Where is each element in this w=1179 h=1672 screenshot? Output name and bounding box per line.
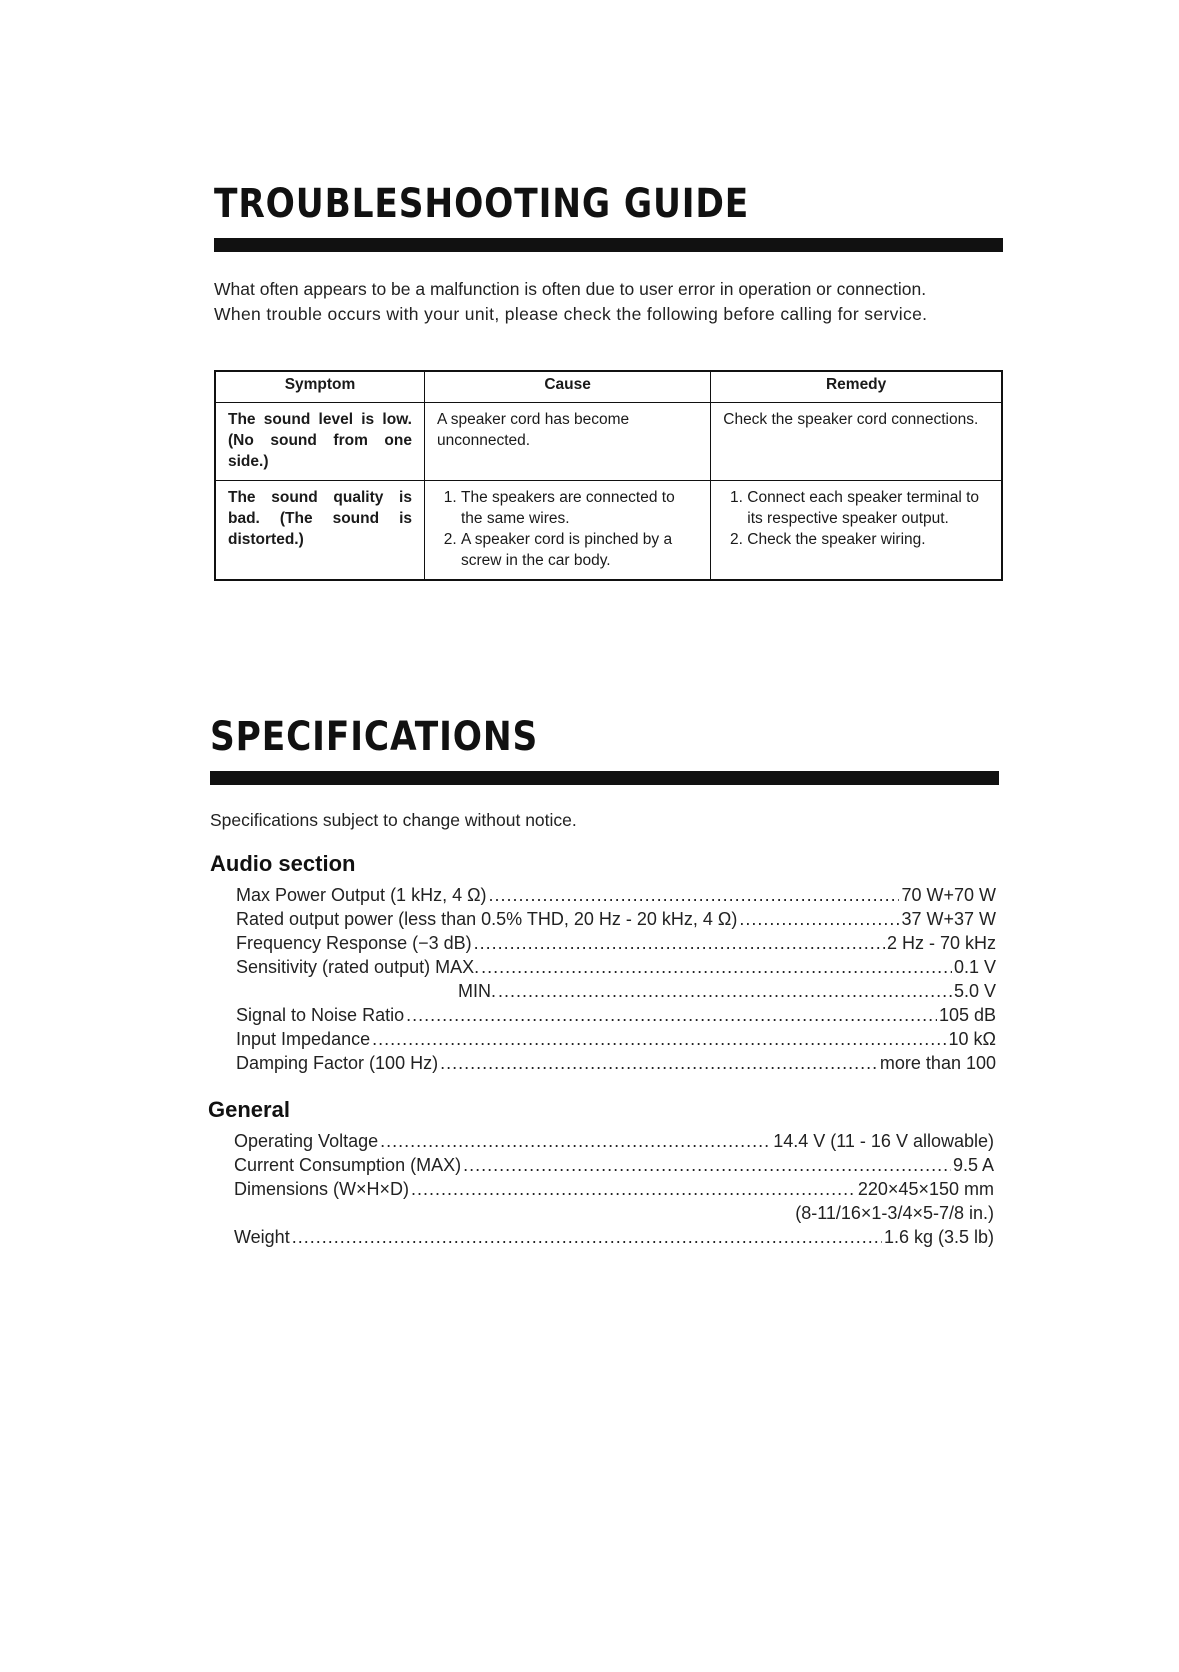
spec-label: Signal to Noise Ratio <box>236 1005 405 1025</box>
spec-value: 1.6 kg (3.5 lb) <box>883 1227 994 1247</box>
spec-label: Sensitivity (rated output) MAX. <box>236 957 480 977</box>
spec-row <box>236 955 996 979</box>
cause-cell: A speaker cord has become unconnected. <box>425 403 711 481</box>
spec-row <box>236 1003 996 1027</box>
spec-label: Input Impedance <box>236 1029 371 1049</box>
spec-value: 37 W+37 W <box>901 909 996 929</box>
spec-value: 70 W+70 W <box>901 885 996 905</box>
spec-row <box>236 931 996 955</box>
remedy-item: 2. Check the speaker wiring. <box>747 529 989 550</box>
spec-value: more than 100 <box>879 1053 996 1073</box>
title-rule <box>214 238 1003 252</box>
specifications-title: SPECIFICATIONS <box>210 714 539 760</box>
audio-section-heading: Audio section <box>210 851 356 876</box>
spec-row <box>236 883 996 907</box>
table-header-row <box>215 371 1002 403</box>
troubleshooting-table <box>214 370 1003 581</box>
spec-label: Max Power Output (1 kHz, 4 Ω) <box>236 885 487 905</box>
spec-row <box>236 1027 996 1051</box>
remedy-cell: Check the speaker cord connections. <box>711 403 1002 481</box>
cause-cell <box>425 481 711 581</box>
title-rule <box>210 771 999 785</box>
symptom-cell: The sound level is low. (No sound from one side.) <box>215 403 425 481</box>
header-remedy: Remedy <box>711 371 1002 403</box>
spec-label: MIN. <box>458 981 496 1001</box>
spec-row <box>236 1051 996 1075</box>
spec-value: 9.5 A <box>952 1155 994 1175</box>
spec-note: Specifications subject to change without notice. <box>210 810 577 830</box>
spec-label: Current Consumption (MAX) <box>234 1155 462 1175</box>
spec-value: 220×45×150 mm <box>857 1179 994 1199</box>
troubleshooting-title: TROUBLESHOOTING GUIDE <box>214 181 750 227</box>
spec-label: Operating Voltage <box>234 1131 379 1151</box>
table-row <box>215 403 1002 481</box>
intro-line-1: What often appears to be a malfunction is often due to user error in operation or connection. <box>214 279 927 299</box>
header-cause: Cause <box>425 371 711 403</box>
spec-row <box>234 1153 994 1177</box>
spec-value: 105 dB <box>938 1005 996 1025</box>
table-row <box>215 481 1002 581</box>
spec-row <box>236 907 996 931</box>
spec-label: Frequency Response (−3 dB) <box>236 933 472 953</box>
spec-row <box>234 1225 994 1249</box>
header-symptom: Symptom <box>215 371 425 403</box>
intro-line-2: When trouble occurs with your unit, please check the following before calling for service. <box>214 304 928 324</box>
dimensions-inches: (8-11/16×1-3/4×5-7/8 in.) <box>795 1203 994 1223</box>
spec-value: 10 kΩ <box>948 1029 996 1049</box>
spec-label: Dimensions (W×H×D) <box>234 1179 410 1199</box>
cause-item: 1. The speakers are connected to the same wires. <box>461 487 698 529</box>
symptom-cell: The sound quality is bad. (The sound is distorted.) <box>215 481 425 581</box>
spec-value: 0.1 V <box>953 957 996 977</box>
remedy-item: 1. Connect each speaker terminal to its respective speaker output. <box>747 487 989 529</box>
spec-label: Weight <box>234 1227 290 1247</box>
cause-item: 2. A speaker cord is pinched by a screw in the car body. <box>461 529 698 571</box>
general-section-heading: General <box>208 1097 290 1122</box>
remedy-cell <box>711 481 1002 581</box>
spec-value: 5.0 V <box>953 981 996 1001</box>
spec-row <box>234 1177 994 1201</box>
spec-label: Rated output power (less than 0.5% THD, 20 Hz - 20 kHz, 4 Ω) <box>236 909 738 929</box>
spec-value: 14.4 V (11 - 16 V allowable) <box>773 1131 994 1151</box>
spec-label: Damping Factor (100 Hz) <box>236 1053 439 1073</box>
spec-value: 2 Hz - 70 kHz <box>886 933 996 953</box>
spec-row <box>458 979 996 1003</box>
spec-row <box>234 1129 994 1153</box>
